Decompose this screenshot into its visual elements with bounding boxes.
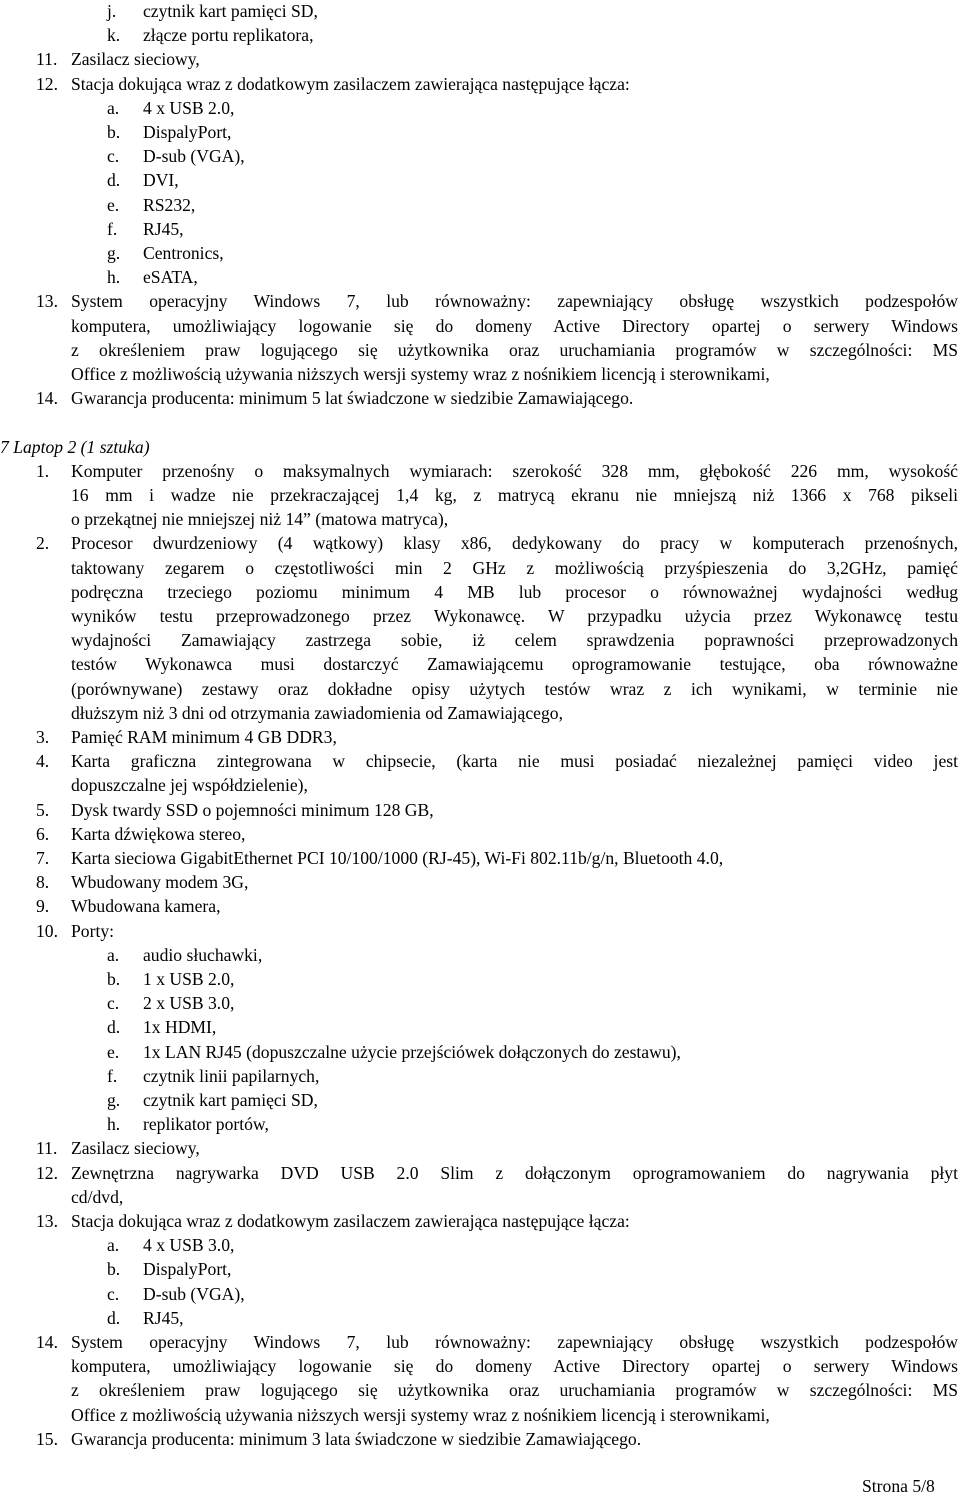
list-text: Porty: [71, 920, 115, 941]
list-text: System operacyjny Windows 7, lub równoważny: zapewniający obsługę wszystkich podzespołów [71, 1332, 958, 1352]
list-text: 16 mm i wadze nie przekraczającej 1,4 kg, z matrycą ekranu nie mniejszą niż 1366 x 768 pikseli [71, 485, 958, 505]
list-text: 1x HDMI, [143, 1017, 217, 1038]
list-marker: f. [107, 1065, 118, 1086]
list-marker: 13. [36, 1211, 58, 1231]
list-marker: a. [107, 944, 120, 965]
list-marker: d. [107, 1017, 121, 1038]
list-marker: 15. [36, 1428, 58, 1449]
list-text: Stacja dokująca wraz z dodatkowym zasilaczem zawierająca następujące łącza: [71, 73, 630, 94]
list-text: czytnik kart pamięci SD, [143, 1, 318, 21]
list-marker: 8. [36, 872, 50, 893]
list-text: testów Wykonawca musi dostarczyć Zamawiającemu oprogramowanie testujące, oba równoważne [71, 654, 958, 675]
list-marker: 14. [36, 1332, 58, 1352]
page-number: Strona 5/8 [862, 1476, 935, 1496]
list-text: Gwarancja producenta: minimum 5 lat świadczone w siedzibie Zamawiającego. [71, 388, 634, 409]
list-marker: 9. [36, 896, 50, 917]
list-marker: k. [107, 25, 121, 46]
list-text: RJ45, [143, 218, 184, 239]
list-marker: j. [107, 1, 117, 21]
list-marker: e. [107, 1041, 120, 1062]
list-marker: 3. [36, 727, 50, 747]
list-marker: 11. [36, 1138, 58, 1159]
list-text: czytnik linii papilarnych, [143, 1065, 320, 1086]
list-text: złącze portu replikatora, [143, 25, 314, 46]
list-text: D-sub (VGA), [143, 146, 245, 167]
list-text: DispalyPort, [143, 1259, 232, 1280]
list-marker: f. [107, 218, 118, 239]
list-text: replikator portów, [143, 1114, 269, 1135]
list-text: Office z możliwością używania niższych wersji systemy wraz z nośnikiem licencją i sterownikami, [71, 364, 770, 384]
list-text: RJ45, [143, 1307, 184, 1328]
list-marker: d. [107, 1307, 121, 1328]
list-text: Procesor dwurdzeniowy (4 wątkowy) klasy x86, dedykowany do pracy w komputerach przenośnych, [71, 533, 958, 554]
list-text: Karta dźwiękowa stereo, [71, 823, 246, 844]
list-text: wydajności Zamawiający zastrzega sobie, iż celem sprawdzenia poprawności przeprowadzonych [71, 630, 958, 651]
list-marker: h. [107, 267, 121, 288]
list-text: taktowany zegarem o częstotliwości min 2 GHz z możliwością przyśpieszenia do 3,2GHz, pamięć [71, 557, 958, 578]
list-marker: 13. [36, 291, 58, 312]
list-text: z określeniem praw logującego się użytkownika oraz uruchamiania programów w szczególności: MS [71, 1380, 958, 1401]
list-text: o przekątnej nie mniejszej niż 14” (matowa matryca), [71, 509, 449, 530]
list-text: Wbudowany modem 3G, [71, 872, 249, 893]
list-marker: b. [107, 122, 121, 142]
list-text: cd/dvd, [71, 1186, 124, 1207]
list-text: Komputer przenośny o maksymalnych wymiarach: szerokość 328 mm, głębokość 226 mm, wysokość [71, 460, 958, 481]
list-text: DVI, [143, 170, 179, 191]
list-text: 1x LAN RJ45 (dopuszczalne użycie przejściówek dołączonych do zestawu), [143, 1041, 681, 1062]
list-marker: 12. [36, 1162, 58, 1183]
list-marker: c. [107, 1283, 120, 1304]
list-text: System operacyjny Windows 7, lub równoważny: zapewniający obsługę wszystkich podzespołów [71, 291, 958, 312]
list-text: wyników testu przeprowadzonego przez Wykonawcę. W przypadku użycia przez Wykonawcę testu [71, 606, 958, 626]
list-marker: e. [107, 194, 120, 215]
list-text: 4 x USB 2.0, [143, 97, 235, 118]
list-text: dopuszczalne jej współdzielenie), [71, 775, 308, 796]
list-text: Gwarancja producenta: minimum 3 lata świadczone w siedzibie Zamawiającego. [71, 1428, 642, 1449]
list-text: Dysk twardy SSD o pojemności minimum 128 GB, [71, 799, 434, 820]
list-text: Wbudowana kamera, [71, 896, 221, 917]
list-text: Office z możliwością używania niższych wersji systemy wraz z nośnikiem licencją i sterownikami, [71, 1404, 770, 1425]
list-marker: 5. [36, 799, 50, 820]
list-marker: 1. [36, 460, 50, 481]
list-marker: 14. [36, 388, 58, 409]
list-text: Centronics, [143, 243, 224, 263]
list-marker: 2. [36, 533, 50, 554]
list-marker: 11. [36, 49, 58, 70]
list-text: 2 x USB 3.0, [143, 993, 235, 1014]
list-marker: c. [107, 993, 120, 1014]
list-text: Zasilacz sieciowy, [71, 1138, 200, 1159]
list-text: Zewnętrzna nagrywarka DVD USB 2.0 Slim z dołączonym oprogramowaniem do nagrywania płyt [71, 1162, 958, 1183]
list-text: czytnik kart pamięci SD, [143, 1090, 318, 1110]
list-text: Karta sieciowa GigabitEthernet PCI 10/100/1000 (RJ-45), Wi-Fi 802.11b/g/n, Bluetooth 4.0, [71, 848, 724, 868]
section-title: 7 Laptop 2 (1 sztuka) [0, 436, 150, 457]
list-marker: 10. [36, 920, 58, 941]
list-marker: g. [107, 243, 121, 263]
list-text: RS232, [143, 194, 196, 215]
list-text: Karta graficzna zintegrowana w chipsecie, (karta nie musi posiadać niezależnej pamięci video jest [71, 751, 958, 772]
list-marker: g. [107, 1090, 121, 1110]
list-marker: 6. [36, 823, 50, 844]
list-text: Pamięć RAM minimum 4 GB DDR3, [71, 727, 337, 747]
list-marker: 12. [36, 73, 58, 94]
list-text: podręczna trzeciego poziomu minimum 4 MB lub procesor o równoważnej wydajności według [71, 581, 958, 602]
list-text: komputera, umożliwiający logowanie się do domeny Active Directory opartej o serwery Windows [71, 315, 958, 336]
list-marker: 7. [36, 848, 50, 868]
list-text: 4 x USB 3.0, [143, 1235, 235, 1256]
list-marker: c. [107, 146, 120, 167]
list-text: z określeniem praw logującego się użytkownika oraz uruchamiania programów w szczególności: MS [71, 339, 958, 360]
list-text: eSATA, [143, 267, 198, 288]
list-text: (porównywane) zestawy oraz dokładne opisy użytych testów wraz z ich wynikami, w terminie nie [71, 678, 958, 699]
list-text: 1 x USB 2.0, [143, 969, 235, 989]
list-text: komputera, umożliwiający logowanie się do domeny Active Directory opartej o serwery Windows [71, 1356, 958, 1377]
list-marker: a. [107, 97, 120, 118]
list-marker: d. [107, 170, 121, 191]
list-marker: 4. [36, 751, 50, 772]
list-marker: b. [107, 969, 121, 989]
list-text: D-sub (VGA), [143, 1283, 245, 1304]
list-marker: a. [107, 1235, 120, 1256]
list-text: Zasilacz sieciowy, [71, 49, 200, 70]
list-text: dłuższym niż 3 dni od otrzymania zawiadomienia od Zamawiającego, [71, 702, 563, 723]
list-text: Stacja dokująca wraz z dodatkowym zasilaczem zawierająca następujące łącza: [71, 1211, 630, 1231]
list-marker: h. [107, 1114, 121, 1135]
list-marker: b. [107, 1259, 121, 1280]
list-text: DispalyPort, [143, 122, 232, 142]
list-text: audio słuchawki, [143, 944, 263, 965]
